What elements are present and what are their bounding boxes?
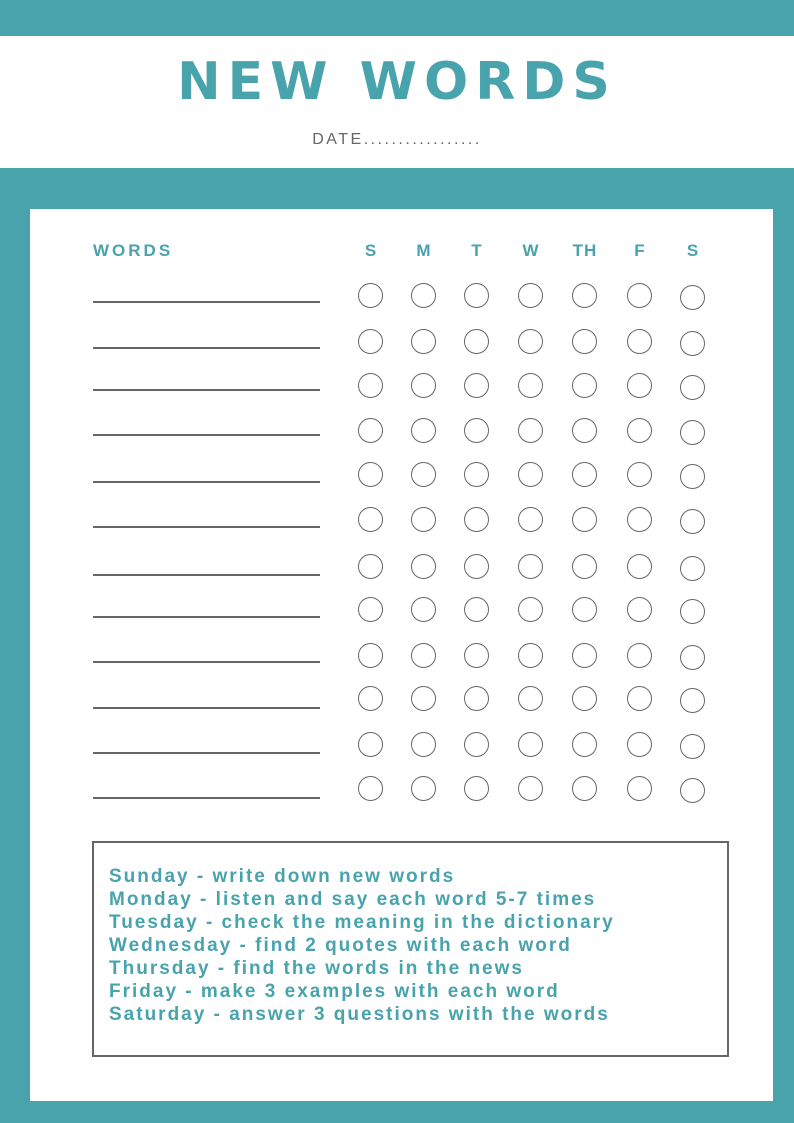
day-check-circle[interactable] <box>518 462 543 487</box>
legend-line-4: Thursday - find the words in the news <box>109 958 524 979</box>
day-check-circle[interactable] <box>572 732 597 757</box>
day-check-circle[interactable] <box>627 643 652 668</box>
day-check-circle[interactable] <box>411 462 436 487</box>
word-entry-line[interactable] <box>93 526 320 528</box>
day-check-circle[interactable] <box>464 597 489 622</box>
day-check-circle[interactable] <box>627 732 652 757</box>
day-check-circle[interactable] <box>464 462 489 487</box>
day-check-circle[interactable] <box>680 464 705 489</box>
word-entry-line[interactable] <box>93 661 320 663</box>
day-check-circle[interactable] <box>411 283 436 308</box>
word-entry-line[interactable] <box>93 707 320 709</box>
day-check-circle[interactable] <box>572 329 597 354</box>
day-check-circle[interactable] <box>358 329 383 354</box>
day-check-circle[interactable] <box>358 507 383 532</box>
day-check-circle[interactable] <box>464 329 489 354</box>
word-entry-line[interactable] <box>93 347 320 349</box>
word-entry-line[interactable] <box>93 389 320 391</box>
day-check-circle[interactable] <box>464 373 489 398</box>
day-check-circle[interactable] <box>572 776 597 801</box>
day-check-circle[interactable] <box>518 283 543 308</box>
day-check-circle[interactable] <box>518 507 543 532</box>
day-check-circle[interactable] <box>464 686 489 711</box>
day-check-circle[interactable] <box>627 686 652 711</box>
day-check-circle[interactable] <box>358 732 383 757</box>
page-title: NEW WORDS <box>177 52 617 112</box>
day-check-circle[interactable] <box>411 643 436 668</box>
day-check-circle[interactable] <box>464 507 489 532</box>
day-check-circle[interactable] <box>358 776 383 801</box>
day-check-circle[interactable] <box>464 283 489 308</box>
word-entry-line[interactable] <box>93 797 320 799</box>
legend-line-6: Saturday - answer 3 questions with the words <box>109 1004 610 1025</box>
day-check-circle[interactable] <box>411 554 436 579</box>
day-check-circle[interactable] <box>680 509 705 534</box>
day-check-circle[interactable] <box>572 686 597 711</box>
legend-line-1: Monday - listen and say each word 5-7 times <box>109 889 597 910</box>
legend-line-2: Tuesday - check the meaning in the dictionary <box>109 912 615 933</box>
day-check-circle[interactable] <box>680 599 705 624</box>
word-entry-line[interactable] <box>93 574 320 576</box>
day-check-circle[interactable] <box>680 778 705 803</box>
day-check-circle[interactable] <box>627 597 652 622</box>
day-header-6: S <box>686 241 700 260</box>
day-header-2: T <box>471 241 483 260</box>
day-check-circle[interactable] <box>464 732 489 757</box>
day-check-circle[interactable] <box>572 418 597 443</box>
legend-line-0: Sunday - write down new words <box>109 866 456 887</box>
word-entry-line[interactable] <box>93 752 320 754</box>
day-check-circle[interactable] <box>680 734 705 759</box>
day-check-circle[interactable] <box>411 686 436 711</box>
day-header-0: S <box>364 241 378 260</box>
day-check-circle[interactable] <box>627 554 652 579</box>
day-check-circle[interactable] <box>411 507 436 532</box>
day-check-circle[interactable] <box>518 776 543 801</box>
day-check-circle[interactable] <box>572 373 597 398</box>
top-border-band <box>0 0 794 36</box>
day-check-circle[interactable] <box>411 776 436 801</box>
day-header-1: M <box>416 241 432 260</box>
words-column-header: WORDS <box>93 241 174 260</box>
day-check-circle[interactable] <box>358 418 383 443</box>
day-check-circle[interactable] <box>411 732 436 757</box>
day-check-circle[interactable] <box>680 556 705 581</box>
day-check-circle[interactable] <box>518 597 543 622</box>
day-header-5: F <box>634 241 646 260</box>
day-check-circle[interactable] <box>680 375 705 400</box>
day-check-circle[interactable] <box>572 597 597 622</box>
day-check-circle[interactable] <box>680 645 705 670</box>
day-header-3: W <box>522 241 540 260</box>
day-check-circle[interactable] <box>518 373 543 398</box>
day-check-circle[interactable] <box>464 554 489 579</box>
day-check-circle[interactable] <box>464 643 489 668</box>
day-check-circle[interactable] <box>518 686 543 711</box>
date-field[interactable]: DATE................. <box>312 131 482 148</box>
day-check-circle[interactable] <box>518 329 543 354</box>
legend-line-5: Friday - make 3 examples with each word <box>109 981 560 1002</box>
day-check-circle[interactable] <box>627 418 652 443</box>
day-check-circle[interactable] <box>518 554 543 579</box>
day-check-circle[interactable] <box>680 331 705 356</box>
word-entry-line[interactable] <box>93 481 320 483</box>
day-check-circle[interactable] <box>572 554 597 579</box>
day-check-circle[interactable] <box>518 732 543 757</box>
day-check-circle[interactable] <box>411 329 436 354</box>
day-header-4: TH <box>572 241 598 260</box>
day-check-circle[interactable] <box>358 686 383 711</box>
day-check-circle[interactable] <box>680 285 705 310</box>
day-check-circle[interactable] <box>358 597 383 622</box>
day-check-circle[interactable] <box>358 554 383 579</box>
day-check-circle[interactable] <box>464 418 489 443</box>
day-check-circle[interactable] <box>680 420 705 445</box>
day-check-circle[interactable] <box>358 373 383 398</box>
legend-line-3: Wednesday - find 2 quotes with each word <box>109 935 572 956</box>
day-check-circle[interactable] <box>572 507 597 532</box>
day-check-circle[interactable] <box>358 283 383 308</box>
day-check-circle[interactable] <box>627 462 652 487</box>
day-check-circle[interactable] <box>627 776 652 801</box>
day-check-circle[interactable] <box>464 776 489 801</box>
day-check-circle[interactable] <box>411 418 436 443</box>
day-check-circle[interactable] <box>358 643 383 668</box>
day-check-circle[interactable] <box>627 329 652 354</box>
day-check-circle[interactable] <box>411 373 436 398</box>
day-check-circle[interactable] <box>680 688 705 713</box>
day-check-circle[interactable] <box>627 283 652 308</box>
day-check-circle[interactable] <box>518 418 543 443</box>
day-check-circle[interactable] <box>572 462 597 487</box>
day-check-circle[interactable] <box>572 643 597 668</box>
day-check-circle[interactable] <box>627 373 652 398</box>
word-entry-line[interactable] <box>93 434 320 436</box>
day-check-circle[interactable] <box>411 597 436 622</box>
day-check-circle[interactable] <box>572 283 597 308</box>
word-entry-line[interactable] <box>93 616 320 618</box>
day-check-circle[interactable] <box>358 462 383 487</box>
day-check-circle[interactable] <box>627 507 652 532</box>
word-entry-line[interactable] <box>93 301 320 303</box>
day-check-circle[interactable] <box>518 643 543 668</box>
